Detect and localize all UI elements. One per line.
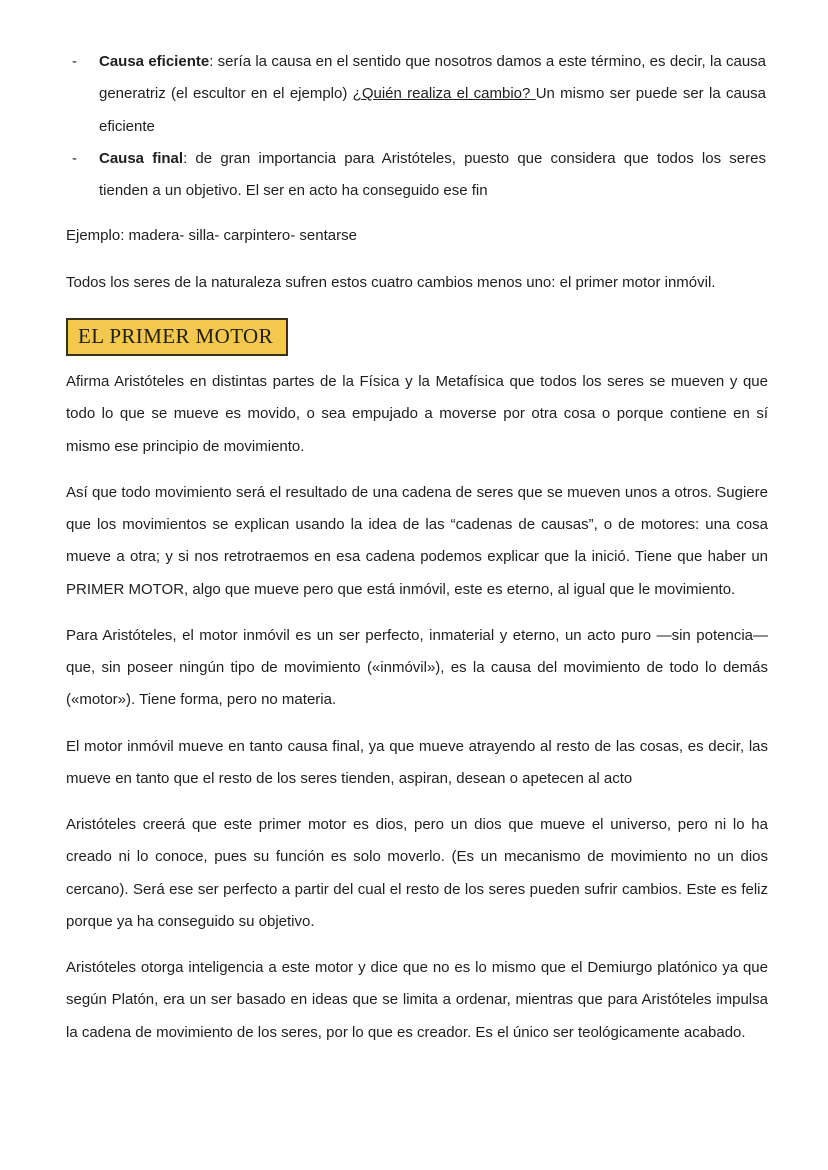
bullet-term: Causa final — [99, 149, 184, 167]
bullet-body-text: : sería la causa en el sentido que nosotros damos a este término, es decir, la causa generatriz (el escultor en el ejemplo) — [99, 53, 767, 103]
bullet-text — [99, 46, 766, 143]
bullet-dash: - — [72, 53, 77, 70]
paragraph: Aristóteles creerá que este primer motor es dios, pero un dios que mueve el universo, pero ni lo ha creado ni lo conoce, pues su función es solo moverlo. (Es un mecanismo de movimiento no un dios cercano). Será ese ser perfecto a partir del cual el resto de los seres pueden sufrir cambios. Este es feliz porque ya ha conseguido su objetivo. — [66, 816, 768, 930]
example-line: Ejemplo: madera- silla- carpintero- sentarse — [66, 227, 357, 245]
bullet-text — [99, 143, 766, 208]
bullet-body-text: Un mismo ser puede ser la causa eficiente — [99, 85, 766, 135]
bullet-list — [72, 46, 766, 207]
paragraph: Afirma Aristóteles en distintas partes de la Física y la Metafísica que todos los seres se mueven y que todo lo que se mueve es movido, o sea empujado a moverse por otra cosa o porque contiene en sí mismo ese principio de movimiento. — [66, 373, 768, 455]
bullet-body-text: : de gran importancia para Aristóteles, puesto que considera que todos los seres tienden a un objetivo. El ser en acto ha conseguido ese fin — [99, 149, 766, 199]
document-body — [66, 46, 768, 1049]
paragraph: Así que todo movimiento será el resultado de una cadena de seres que se mueven unos a otros. Sugiere que los movimientos se explican usando la idea de las “cadenas de causas”, o de motores: una cosa mueve a otra; y si nos retrotraemos en esa cadena podemos explicar que la inició. Tiene que haber un PRIMER MOTOR, algo que mueve pero que está inmóvil, este es eterno, al igual que le movimiento. — [66, 483, 768, 598]
underlined-question: ¿Quién realiza el cambio? — [352, 85, 536, 103]
bullet-term: Causa eficiente — [99, 53, 210, 70]
list-item — [72, 46, 766, 143]
paragraph: El motor inmóvil mueve en tanto causa final, ya que mueve atrayendo al resto de las cosas, es decir, las mueve en tanto que el resto de los seres tienden, aspiran, desean o apetecen al acto — [66, 737, 768, 787]
paragraph: Aristóteles otorga inteligencia a este motor y dice que no es lo mismo que el Demiurgo platónico ya que según Platón, era un ser basado en ideas que se limita a ordenar, mientras que para Aristóteles impulsa la cadena de movimiento de los seres, por lo que es creador. Es el único ser teológicamente acabado. — [66, 959, 768, 1041]
paragraph: Para Aristóteles, el motor inmóvil es un ser perfecto, inmaterial y eterno, un acto puro —sin potencia— que, sin poseer ningún tipo de movimiento («inmóvil»), es la causa del movimiento de todo lo demás («motor»). Tiene forma, pero no materia. — [66, 626, 768, 709]
section-heading: EL PRIMER MOTOR — [66, 318, 288, 356]
list-item — [72, 143, 766, 208]
bullet-dash: - — [72, 149, 77, 167]
lead-paragraph: Todos los seres de la naturaleza sufren estos cuatro cambios menos uno: el primer motor inmóvil. — [66, 273, 716, 291]
